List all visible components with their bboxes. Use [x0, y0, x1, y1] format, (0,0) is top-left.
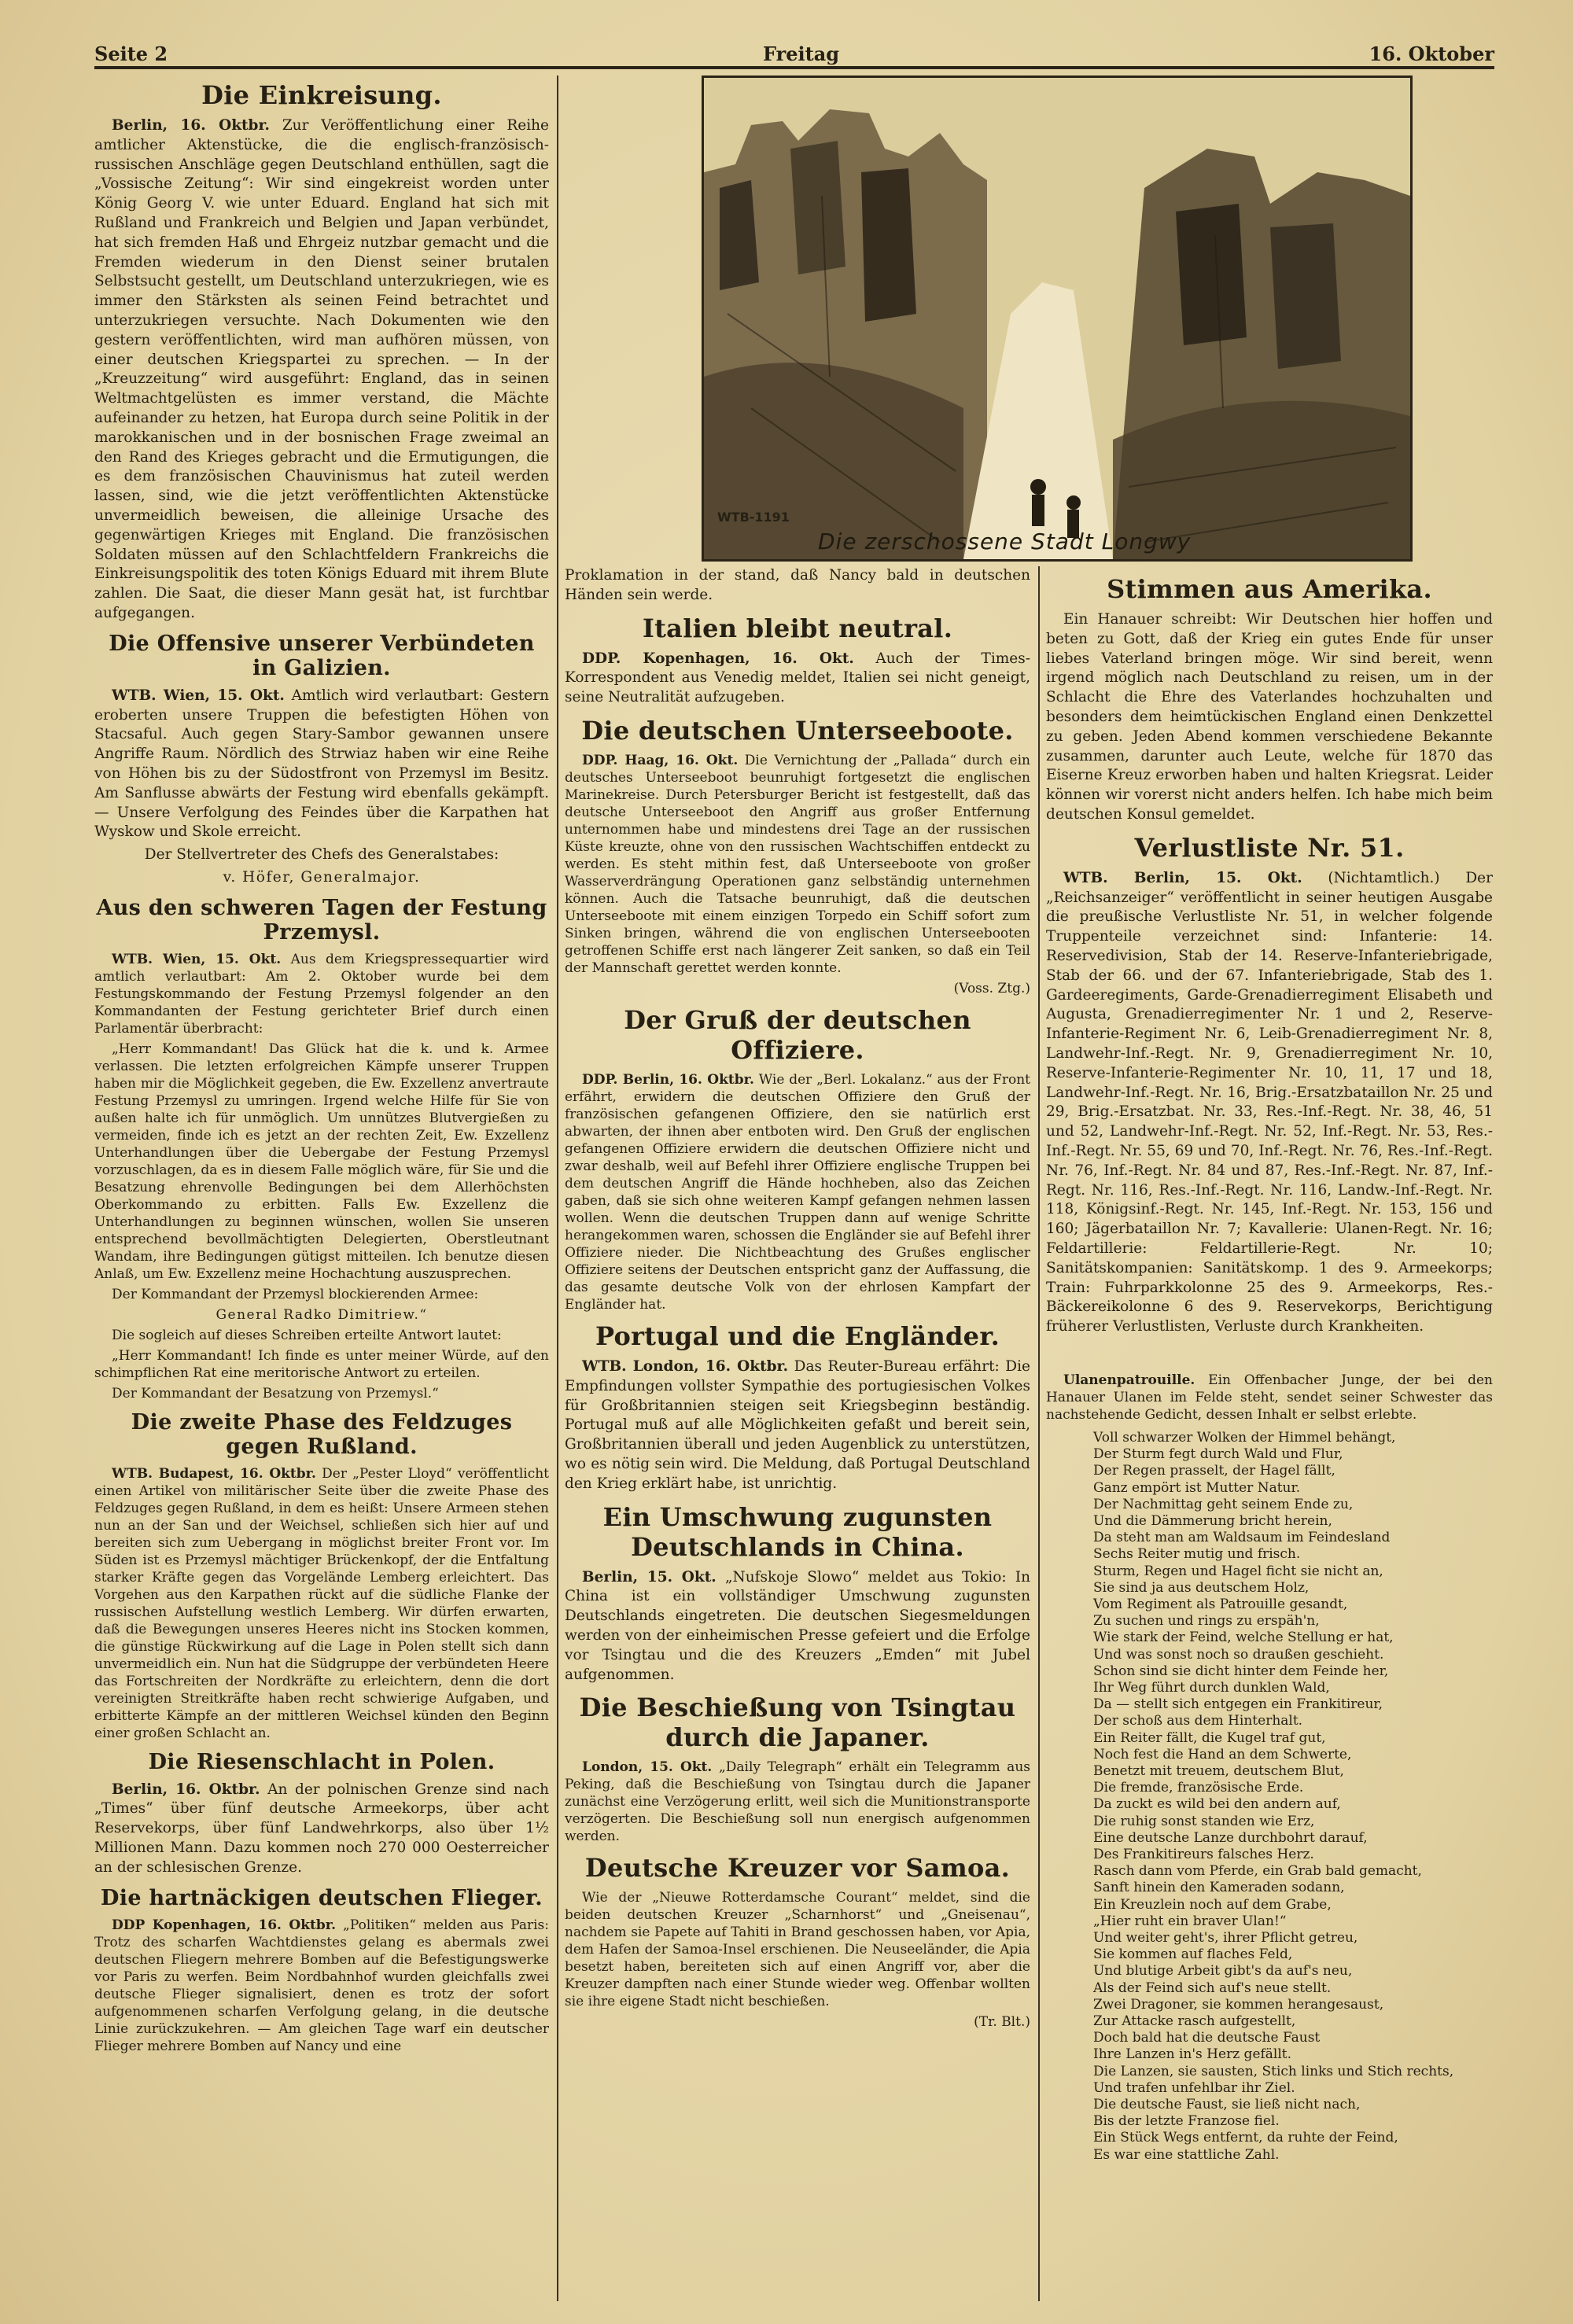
- poem-ulanenpatrouille: [1093, 1430, 1493, 2164]
- article-italien: DDP. Kopenhagen, 16. Okt. Auch der Times-Korrespondent aus Venedig meldet, Italien sei nicht geneigt, seine Neutralität aufzugeben.: [565, 650, 1030, 706]
- poem-line: Sie sind ja aus deutschem Holz,: [1093, 1579, 1310, 1596]
- poem-line: Bis der letzte Franzose fiel.: [1093, 2113, 1280, 2130]
- poem-line: Zur Attacke rasch aufgestellt,: [1093, 2013, 1296, 2029]
- poem-line: Die ruhig sonst standen wie Erz,: [1093, 1813, 1315, 1829]
- poem-line: Die Lanzen, sie sausten, Stich links und Stich rechts,: [1093, 2063, 1454, 2079]
- masthead: [94, 38, 1494, 69]
- column-2: [565, 566, 1030, 2306]
- headline-china: Ein Umschwung zugunsten Deutschlands in China.: [602, 1501, 993, 1562]
- masthead-rule: [94, 66, 1494, 69]
- poem-line: Und blutige Arbeit gibt's da auf's neu,: [1093, 1963, 1353, 1980]
- poem-line: Schon sind sie dicht hinter dem Feinde her,: [1093, 1663, 1389, 1679]
- column-1: [94, 72, 549, 2306]
- article-amerika: Ein Hanauer schreibt: Wir Deutschen hier hoffen und beten zu Gott, daß der Krieg ein gutes Ende für unser liebes Vaterland bringen möge. Wir sind bereit, wenn irgend möglich nach Deutschland zu reisen, um in der Schlacht die Ehre des Vaterlandes hochzuhalten und besonders dem heimtückischen England einen Denkzettel zu geben. Jeden Abend kommen verschiedene Bekannte zusammen, darunter auch Leute, welche für 1870 das Eiserne Kreuz erworben haben und halten Kriegsrat. Leider können wir vorerst nicht anders helfen. Ich habe mich beim deutschen Konsul gemeldet.: [1046, 611, 1493, 823]
- poem-line: Der Nachmittag geht seinem Ende zu,: [1093, 1496, 1354, 1512]
- poem-line: Der Sturm fegt durch Wald und Flur,: [1093, 1446, 1343, 1463]
- poem-line: Sechs Reiter mutig und frisch.: [1093, 1546, 1301, 1563]
- article-unterseeboote: DDP. Haag, 16. Okt. Die Vernichtung der „Pallada“ durch ein deutsches Unterseeboot beunruhigt fortgesetzt die englischen Marinekreise. Durch Petersburger Bericht ist festgestellt, daß das deutsche Unterseeboot den Angriff aus großer Entfernung unternommen habe und mindestens drei Tage an der russischen Küste kreuzte, ohne von den russischen Wachtschiffen entdeckt zu werden. Es steht mithin fest, daß Unterseeboote von großer Wasserverdrängung Operationen ganz selbständig unternehmen können. Auch die Tatsache beunruhigt, daß die deutschen Unterseeboote mit einem einzigen Torpedo ein Schiff sofort zum Sinken bringen, während die von englischen Unterseebooten getroffenen Schiffe erst nach längerer Zeit sanken, so daß ein Teil der Mannschaft gerettet werden konnte.: [565, 752, 1030, 976]
- poem-line: Ihre Lanzen in's Herz gefällt.: [1093, 2046, 1292, 2063]
- poem-line: Die fremde, französische Erde.: [1093, 1780, 1304, 1796]
- przemysl-signer-title: Der Kommandant der Przemysl blockierenden Armee:: [112, 1286, 479, 1302]
- article-proklamation: Proklamation in der stand, daß Nancy bald in deutschen Händen sein werde.: [565, 567, 1030, 603]
- headline-portugal: Portugal und die Engländer.: [595, 1320, 1000, 1351]
- signature-name: v. Höfer, Generalmajor.: [223, 868, 421, 886]
- headline-verlustliste: Verlustliste Nr. 51.: [1134, 832, 1405, 863]
- headline-flieger: Die hartnäckigen deutschen Flieger.: [101, 1885, 543, 1910]
- headline-italien: Italien bleibt neutral.: [642, 613, 953, 643]
- issue-date: 16. Oktober: [1369, 42, 1494, 65]
- headline-zweitephase: Die zweite Phase des Feldzuges gegen Rußland.: [131, 1409, 513, 1459]
- source-note: (Tr. Blt.): [974, 2014, 1030, 2031]
- page-number: Seite 2: [94, 42, 168, 65]
- poem-line: Ein Reiter fällt, die Kugel traf gut,: [1093, 1729, 1326, 1746]
- poem-line: Die deutsche Faust, sie ließ nicht nach,: [1093, 2097, 1361, 2113]
- ruins-illustration: [704, 78, 1410, 559]
- poem-line: Es war eine stattliche Zahl.: [1093, 2146, 1280, 2163]
- headline-unterseeboote: Die deutschen Unterseeboote.: [581, 715, 1014, 746]
- headline-gruss: Der Gruß der deutschen Offiziere.: [624, 1004, 971, 1065]
- poem-line: Ein Kreuzlein noch auf dem Grabe,: [1093, 1896, 1332, 1913]
- headline-riesenschlacht: Die Riesenschlacht in Polen.: [148, 1749, 495, 1774]
- photo-credit: WTB-1191: [717, 510, 790, 525]
- poem-line: Zu suchen und rings zu erspäh'n,: [1093, 1613, 1320, 1630]
- article-verlustliste: WTB. Berlin, 15. Okt. (Nichtamtlich.) Der „Reichsanzeiger“ veröffentlicht in seiner heutigen Ausgabe die preußische Verlustliste Nr. 51, in welcher folgende Truppenteile verzeichnet sind: Infanterie: 14. Reservedivision, Stab der 14. Reserve-Infanteriebrigade, Stab der 66. und der 67. Infanteriebrigade, Stab des 1. Gardeeregiments, Garde-Grenadierregiment Elisabeth und Augusta, Grenadierregimenter Nr. 1 und 2, Reserve-Infanterie-Regiment Nr. 6, Leib-Grenadierregiment Nr. 8, Landwehr-Inf.-Regt. Nr. 9, Grenadierregiment Nr. 10, Reserve-Infanterie-Regimenter Nr. 10, 11, 17 und 18, Landwehr-Inf.-Regt. Nr. 16, Brig.-Ersatzbataillon Nr. 25 und 29, Brig.-Ersatzbat. Nr. 33, Res.-Inf.-Regt. Nr. 38, 46, 51 und 52, Landwehr-Inf.-Regt. Nr. 52, Inf.-Regt. Nr. 53, Res.-Inf.-Regt. Nr. 55, 69 und 70, Inf.-Regt. Nr. 76, Res.-Inf.-Regt. Nr. 76, Inf.-Regt. Nr. 84 und 87, Res.-Inf.-Regt. Nr. 87, Inf.-Regt. Nr. 116, Res.-Inf.-Regt. Nr. 116, Landw.-Inf.-Regt. Nr. 118, Königsinf.-Regt. Nr. 145, Inf.-Regt. Nr. 153, 156 und 160; Jägerbataillon Nr. 7; Kavallerie: Ulanen-Regt. Nr. 16; Feldartillerie: Feldartillerie-Regt. Nr. 10; Sanitätskompanien: Sanitätskomp. 1 des 9. Armeekorps; Train: Fuhrparkkolonne 25 des 9. Armeekorps, Res.-Bäckereikolonne 6 des 9. Reservekorps, Berichtigung früherer Verlustlisten, Verluste durch Krankheiten.: [1046, 869, 1493, 1335]
- article-gruss: DDP. Berlin, 16. Oktbr. Wie der „Berl. Lokalanz.“ aus der Front erfährt, erwidern die deutschen Offiziere den Gruß der französischen gefangenen Offiziere, den sie natürlich erst abwarten, der ihnen aber entboten wird. Den Gruß der englischen gefangenen Offiziere erwidern die deutschen Offiziere nicht und zwar deshalb, weil auf Befehl ihrer Offiziere englische Truppen bei dem deutschen Angriff die Hände hochheben, also das Zeichen gaben, daß sie sich ohne weiteren Kampf gefangen nehmen lassen wollen. Wenn die deutschen Truppen dann auf wenige Schritte herangekommen waren, schossen die Engländer sie auf Befehl ihrer Offiziere nieder. Die Nichtbeachtung des Grußes englischer Offiziere seitens der Deutschen entspricht ganz der Auffassung, die das gesamte deutsche Volk von der ehrlosen Kampfart der Engländer hat.: [565, 1071, 1030, 1313]
- poem-line: Sturm, Regen und Hagel ficht sie nicht an,: [1093, 1563, 1383, 1579]
- headline-przemysl: Aus den schweren Tagen der Festung Przemysl.: [96, 895, 547, 945]
- article-einkreisung: Berlin, 16. Oktbr. Zur Veröffentlichung einer Reihe amtlicher Aktenstücke, die die englisch-französisch-russischen Anschläge gegen Deutschland enthüllen, sagt die „Vossische Zeitung“: Wir sind eingekreist worden unter König Georg V. wie unter Eduard. England hat sich mit Rußland und Frankreich und Belgien und Japan verbündet, hat sich fremden Haß und Ehrgeiz nutzbar gemacht und die Fremden wiederum in den Dienst seiner brutalen Selbstsucht gestellt, um Deutschland unterzukriegen, wie es immer den Stärksten als seinen Feind betrachtet und unterzukriegen versuchte. Nach Dokumenten wie den gestern veröffentlichten, wird man aufhören müssen, von einer deutschen Kriegspartei zu sprechen. — In der „Kreuzzeitung“ wird ausgeführt: England, das in seinen Weltmachtgelüsten es immer verstand, die Mächte aufeinander zu hetzen, hat Europa durch seine Politik in der marokkanischen und in der bosnischen Frage zweimal an den Rand des Krieges gebracht und die Ermutigungen, die es dem französischen Chauvinismus hat zuteil werden lassen, sind, wie die jetzt veröffentlichten Aktenstücke unvermeidlich beweisen, die alleinige Ursache des gegenwärtigen Krieges mit England. Die französischen Soldaten müssen auf den Schlachtfeldern Frankreichs die Einkreisungspolitik des toten Königs Eduard mit ihrem Blute zahlen. Die Saat, die dieser Mann gesät hat, ist furchtbar aufgegangen.: [94, 117, 549, 621]
- poem-line: Voll schwarzer Wolken der Himmel behängt,: [1093, 1429, 1396, 1446]
- photo-caption: Die zerschossene Stadt Longwy: [818, 529, 1192, 554]
- photo-longwy: [702, 76, 1413, 562]
- article-zweitephase: WTB. Budapest, 16. Oktbr. Der „Pester Lloyd“ veröffentlicht einen Artikel von militärischer Seite über die zweite Phase des Feldzuges gegen Rußland, in dem es heißt: Unsere Armeen stehen nun an der San und der Weichsel, schließen sich hier auf und bereiten sich zum Uebergang in möglichst breiter Front vor. Im Süden ist es Przemysl mächtiger Brückenkopf, der die Entfaltung starker Kräfte gegen das Vorgelände Lemberg erleichtert. Das Vorgehen aus den Karpathen rückt auf die südliche Flanke der russischen Aufstellung westlich Lemberg. Wir dürfen erwarten, daß die Bewegungen unseres Heeres nicht ins Stocken kommen, die günstige Rückwirkung auf die Lage in Polen stellt sich dann unvermeidlich ein. Nun hat die Südgruppe der verbündeten Heere das Fortschreiten der Nordkräfte zu erleichtern, denn die dort vereinigten Streitkräfte haben recht schwierige Aufgaben, und erbitterte Kämpfe an der mittleren Weichsel künden den Beginn einer großen Schlacht an.: [94, 1465, 549, 1741]
- przemysl-answer-signer: Der Kommandant der Besatzung von Przemysl.“: [112, 1385, 439, 1401]
- signature-line: Der Stellvertreter des Chefs des Generalstabes:: [144, 846, 499, 864]
- article-ulanen: Ulanenpatrouille. Ein Offenbacher Junge, der bei den Hanauer Ulanen im Felde steht, sendet seiner Schwester das nachstehende Gedicht, dessen Inhalt er selbst erlebte.: [1046, 1372, 1493, 1423]
- przemysl-letter: „Herr Kommandant! Das Glück hat die k. und k. Armee verlassen. Die letzten erfolgreichen Kämpfe unserer Truppen haben mir die Möglichkeit gegeben, die Ew. Exzellenz anvertraute Festung Przemysl zu umringen. Irgend welche Hilfe für Sie von außen halte ich für unmöglich. Um unnützes Blutvergießen zu vermeiden, finde ich es jetzt an der rechten Zeit, Ew. Exzellenz Unterhandlungen über die Uebergabe der Festung Przemysl vorzuschlagen, da es in diesem Falle möglich wäre, für Sie und die Besatzung ehrenvolle Bedingungen bei dem Allerhöchsten Oberkommando zu erbitten. Falls Ew. Exzellenz die Unterhandlungen zu beginnen wünschen, wollen Sie unseren entsprechend bevollmächtigten Delegierten, Oberstleutnant Wandam, ihre Bedingungen gütigst mitteilen. Ich benutze diesen Anlaß, um Ew. Exzellenz meine Hochachtung auszusprechen.: [94, 1040, 549, 1282]
- przemysl-answer: „Herr Kommandant! Ich finde es unter meiner Würde, auf den schimpflichen Rat eine meritorische Antwort zu erteilen.: [94, 1347, 549, 1381]
- poem-line: Der Regen prasselt, der Hagel fällt,: [1093, 1463, 1335, 1479]
- poem-line: Sie kommen auf flaches Feld,: [1093, 1946, 1293, 1963]
- poem-line: Und was sonst noch so draußen geschieht.: [1093, 1646, 1384, 1663]
- article-tsingtau: London, 15. Okt. „Daily Telegraph“ erhält ein Telegramm aus Peking, daß die Beschießung von Tsingtau durch die Japaner zunächst eine Verzögerung erlitt, weil sich die Munitionstransporte verzögerten. Die Beschießung soll nun energisch aufgenommen werden.: [565, 1759, 1030, 1845]
- poem-line: Vom Regiment als Patrouille gesandt,: [1093, 1596, 1348, 1612]
- poem-line: Noch fest die Hand an dem Schwerte,: [1093, 1746, 1352, 1762]
- poem-line: Zwei Dragoner, sie kommen herangesaust,: [1093, 1996, 1384, 2013]
- poem-line: Ganz empört ist Mutter Natur.: [1093, 1479, 1301, 1496]
- poem-line: Ein Stück Wegs entfernt, da ruhte der Feind,: [1093, 2130, 1398, 2146]
- column-rule: [557, 76, 558, 2301]
- article-przemysl: WTB. Wien, 15. Okt. Aus dem Kriegspressequartier wird amtlich verlautbart: Am 2. Oktober wurde bei dem Festungskommando der Festung Przemysl folgender an den Kommandanten der Festung gerichteter Brief durch einen Parlamentär überbracht:: [94, 951, 549, 1037]
- headline-tsingtau: Die Beschießung von Tsingtau durch die Japaner.: [579, 1692, 1016, 1753]
- przemysl-signer: General Radko Dimitriew.“: [216, 1306, 428, 1323]
- poem-line: Der schoß aus dem Hinterhalt.: [1093, 1713, 1303, 1729]
- poem-line: Benetzt mit treuem, deutschem Blut,: [1093, 1762, 1344, 1779]
- article-riesenschlacht: Berlin, 16. Oktbr. An der polnischen Grenze sind nach „Times“ über fünf deutsche Armeekorps, über acht Reservekorps, über fünf Landwehrkorps, also über 1½ Millionen Mann. Dazu kommen noch 270 000 Oesterreicher an der schlesischen Grenze.: [94, 1781, 549, 1876]
- article-portugal: WTB. London, 16. Oktbr. Das Reuter-Bureau erfährt: Die Empfindungen vollster Sympathie des portugiesischen Volkes für Großbritannien steigen seit Kriegsbeginn beständig. Portugal muß auf alle Möglichkeiten gefaßt und bereit sein, Großbritannien überall und jeden Augenblick zu unterstützen, wo es nötig sein wird. Die Meldung, daß Portugal Deutschland den Krieg erklärt habe, ist unrichtig.: [565, 1357, 1030, 1492]
- poem-line: Sanft hinein den Kameraden sodann,: [1093, 1880, 1345, 1896]
- poem-line: Da zuckt es wild bei den andern auf,: [1093, 1796, 1341, 1813]
- poem-line: Wie stark der Feind, welche Stellung er hat,: [1093, 1630, 1394, 1646]
- headline-einkreisung: Die Einkreisung.: [201, 80, 442, 110]
- poem-line: Und die Dämmerung bricht herein,: [1093, 1512, 1332, 1529]
- poem-line: Des Frankitireurs falsches Herz.: [1093, 1846, 1314, 1862]
- poem-line: Als der Feind sich auf's neue stellt.: [1093, 1980, 1332, 1996]
- article-flieger: DDP Kopenhagen, 16. Oktbr. „Politiken“ melden aus Paris: Trotz des scharfen Wachtdienstes gelang es abermals zwei deutschen Fliegern mehrere Bomben auf die Befestigungswerke vor Paris zu werfen. Beim Nordbahnhof wurden gleichfalls zwei deutsche Flieger signalisiert, denen es trotz der sofort aufgenommenen scharfen Verfolgung gelang, in die deutsche Linie zurückzukehren. — Am gleichen Tage warf ein deutscher Flieger mehrere Bomben auf Nancy und eine: [94, 1917, 549, 2054]
- column-rule: [1038, 566, 1040, 2301]
- poem-line: Doch bald hat die deutsche Faust: [1093, 2030, 1321, 2046]
- poem-line: „Hier ruht ein braver Ulan!“: [1093, 1913, 1287, 1929]
- article-samoa: Wie der „Nieuwe Rotterdamsche Courant“ meldet, sind die beiden deutschen Kreuzer „Scharnhorst“ und „Gneisenau“, nachdem sie Papete auf Tahiti in Brand geschossen haben, vor Apia, dem Hafen der Samoa-Insel erschienen. Die Neuseeländer, die Apia besetzt haben, bereiteten sich auf einen Angriff vor, aber die Kreuzer dampften nach einer Stunde wieder weg. Offenbar wollten sie ihre eigene Stadt nicht beschießen.: [565, 1890, 1030, 2010]
- article-offensive: WTB. Wien, 15. Okt. Amtlich wird verlautbart: Gestern eroberten unsere Truppen die befestigten Höhen von Stacsaful. Auch gegen Stary-Sambor gewannen unsere Angriffe Raum. Nördlich des Strwiaz haben wir eine Reihe von Höhen bis zu der Südostfront von Przemysl im Besitz. Am Sanflusse abwärts der Festung wird ebenfalls gekämpft. — Unsere Verfolgung des Feindes über die Karpathen hat Wyskow und Skole erreicht.: [94, 687, 549, 841]
- poem-line: Rasch dann vom Pferde, ein Grab bald gemacht,: [1093, 1863, 1422, 1880]
- poem-line: Da — stellt sich entgegen ein Frankitireur,: [1093, 1696, 1383, 1713]
- weekday: Freitag: [763, 42, 840, 65]
- poem-line: Ihr Weg führt durch dunklen Wald,: [1093, 1679, 1330, 1696]
- poem-line: Da steht man am Waldsaum im Feindesland: [1093, 1530, 1391, 1546]
- headline-amerika: Stimmen aus Amerika.: [1107, 574, 1432, 604]
- column-3: [1046, 566, 1493, 2306]
- poem-line: Und trafen unfehlbar ihr Ziel.: [1093, 2079, 1295, 2096]
- przemysl-answer-intro: Die sogleich auf dieses Schreiben erteilte Antwort lautet:: [112, 1327, 502, 1343]
- headline-samoa: Deutsche Kreuzer vor Samoa.: [584, 1853, 1011, 1884]
- poem-line: Eine deutsche Lanze durchbohrt darauf,: [1093, 1829, 1368, 1846]
- source-note: (Voss. Ztg.): [953, 980, 1030, 996]
- headline-offensive: Die Offensive unserer Verbündeten in Galizien.: [109, 631, 535, 680]
- poem-line: Und weiter geht's, ihrer Pflicht getreu,: [1093, 1929, 1358, 1946]
- article-china: Berlin, 15. Okt. „Nufskoje Slowo“ meldet aus Tokio: In China ist ein vollständiger Umschwung zugunsten Deutschlands eingetreten. Die deutschen Siegesmeldungen werden von der einheimischen Presse gefeiert und die Erfolge vor Tsingtau und die des Kreuzers „Emden“ mit Jubel aufgenommen.: [565, 1568, 1030, 1683]
